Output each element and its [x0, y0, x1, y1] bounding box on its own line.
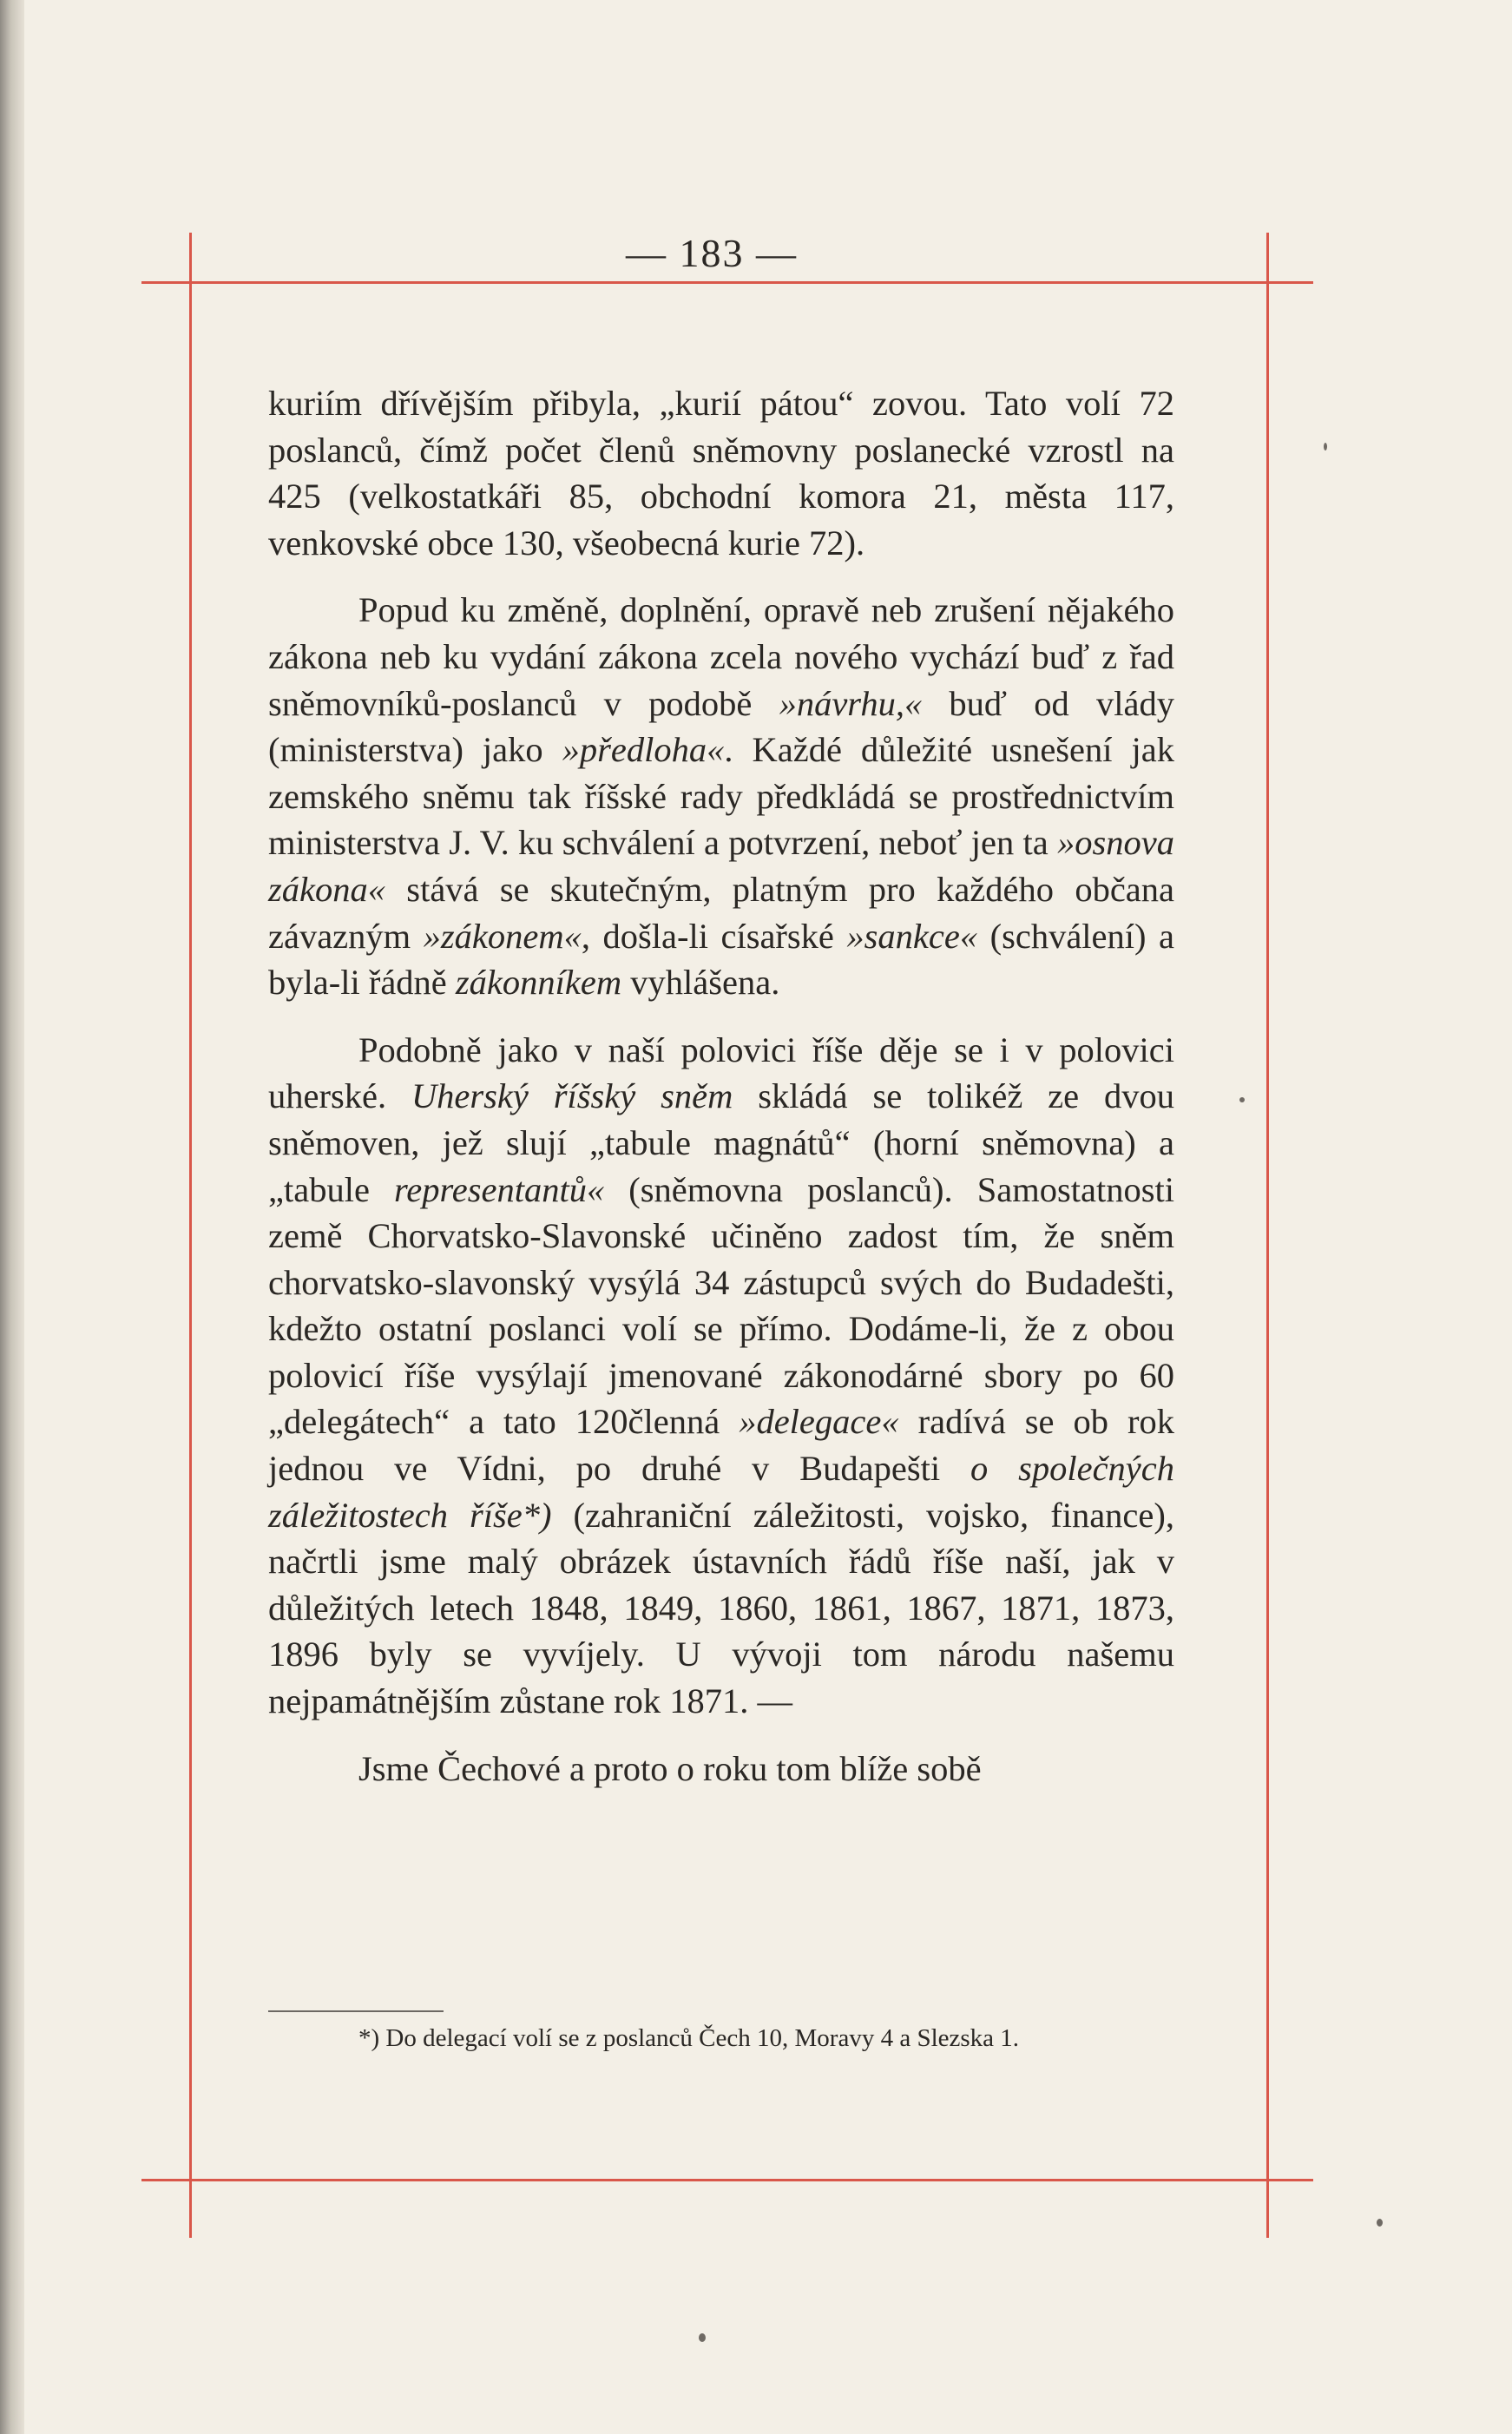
text-run: kuriím dřívějším přibyla, „kurií pátou“ zovou. Tato volí 72 poslanců, čímž počet členů sněmovny poslanecké vzrostl na 425 (velkostatkáři 85, obchodní komora 21, města 117, venkovské obce 130, všeobecná kurie 72).: [268, 384, 1174, 562]
italic-term: o společných záležitostech říše*): [268, 1449, 1174, 1535]
frame-right-rule: [1266, 233, 1269, 2238]
italic-term: representantů«: [394, 1169, 605, 1209]
footnote-text: *) Do delegací volí se z poslanců Čech 10, Moravy 4 a Slezska 1.: [358, 2024, 1020, 2052]
footnote-rule: [268, 2010, 444, 2012]
frame-bottom-rule: [141, 2179, 1313, 2181]
paragraph-4: [268, 1746, 1174, 1793]
print-speck: [1324, 443, 1327, 451]
text-run: radívá se ob rok jednou ve Vídni, po druhé v Budapešti: [268, 1402, 1174, 1489]
text-run: Popud ku změně, doplnění, opravě neb zrušení nějakého zákona neb ku vydání zákona zcela nového vychází buď z řad sněmovníků-poslanců v podobě: [268, 590, 1174, 723]
italic-term: Uherský říšský sněm: [411, 1076, 733, 1116]
text-run: (zahraniční záležitosti, vojsko, finance), načrtli jsme malý obrázek ústavních řádů říše naší, jak v důležitých letech 1848, 1849, 1860, 1861, 1867, 1871, 1873, 1896 byly se vyvíjely. U vývoji tom národu našemu nejpamátnějším zůstane rok 1871. —: [268, 1495, 1174, 1721]
italic-term: »delegace«: [739, 1402, 899, 1442]
text-run: (schválení) a byla-li řádně: [268, 916, 1174, 1003]
paragraph-2: [268, 587, 1174, 1005]
text-run: Podobně jako v naší polovici říše děje se i v polovici uherské.: [268, 1030, 1174, 1116]
print-speck: [699, 2333, 706, 2342]
text-run: skládá se tolikéž ze dvou sněmoven, jež slují „tabule magnátů“ (horní sněmovna) a „tabule: [268, 1076, 1174, 1209]
page-number: — 183 —: [626, 231, 798, 275]
italic-term: »sankce«: [846, 916, 978, 956]
body-text: [268, 380, 1174, 1792]
text-run: Jsme Čechové a proto o roku tom blíže sobě: [358, 1748, 982, 1788]
footnote: [268, 2018, 1174, 2058]
text-run: stává se skutečným, platným pro každého občana závazným: [268, 869, 1174, 956]
text-run: buď od vlády (ministerstva) jako: [268, 683, 1174, 770]
italic-term: zákonníkem: [455, 963, 622, 1003]
paragraph-3: [268, 1027, 1174, 1725]
italic-term: »osnova zákona«: [268, 823, 1174, 909]
text-run: . Každé důležité usnešení jak zemského sněmu tak říšské rady předkládá se prostřednictvím ministerstva J. V. ku schválení a potvrzení, neboť jen ta: [268, 730, 1174, 863]
italic-term: »návrhu,«: [779, 683, 923, 723]
text-run: (sněmovna poslanců). Samostatnosti země Chorvatsko-Slavonské učiněno zadost tím, že sněm chorvatsko-slavonský vysýlá 34 zástupců svých do Budadešti, kdežto ostatní poslanci volí se přímo. Dodáme-li, že z obou polovicí říše vysýlají jmenované zákonodárné sbory po 60 „delegátech“ a tato 120členná: [268, 1169, 1174, 1442]
paragraph-1: [268, 380, 1174, 566]
print-speck: [1377, 2219, 1383, 2227]
frame-left-rule: [189, 233, 192, 2238]
book-spine-shadow: [0, 0, 24, 2434]
italic-term: »předloha«: [562, 730, 725, 770]
print-speck: [1239, 1097, 1245, 1102]
text-run: , došla-li císařské: [581, 916, 847, 956]
italic-term: »zákonem«: [423, 916, 582, 956]
frame-top-rule: [141, 281, 1313, 284]
text-run: vyhlášena.: [621, 963, 780, 1003]
